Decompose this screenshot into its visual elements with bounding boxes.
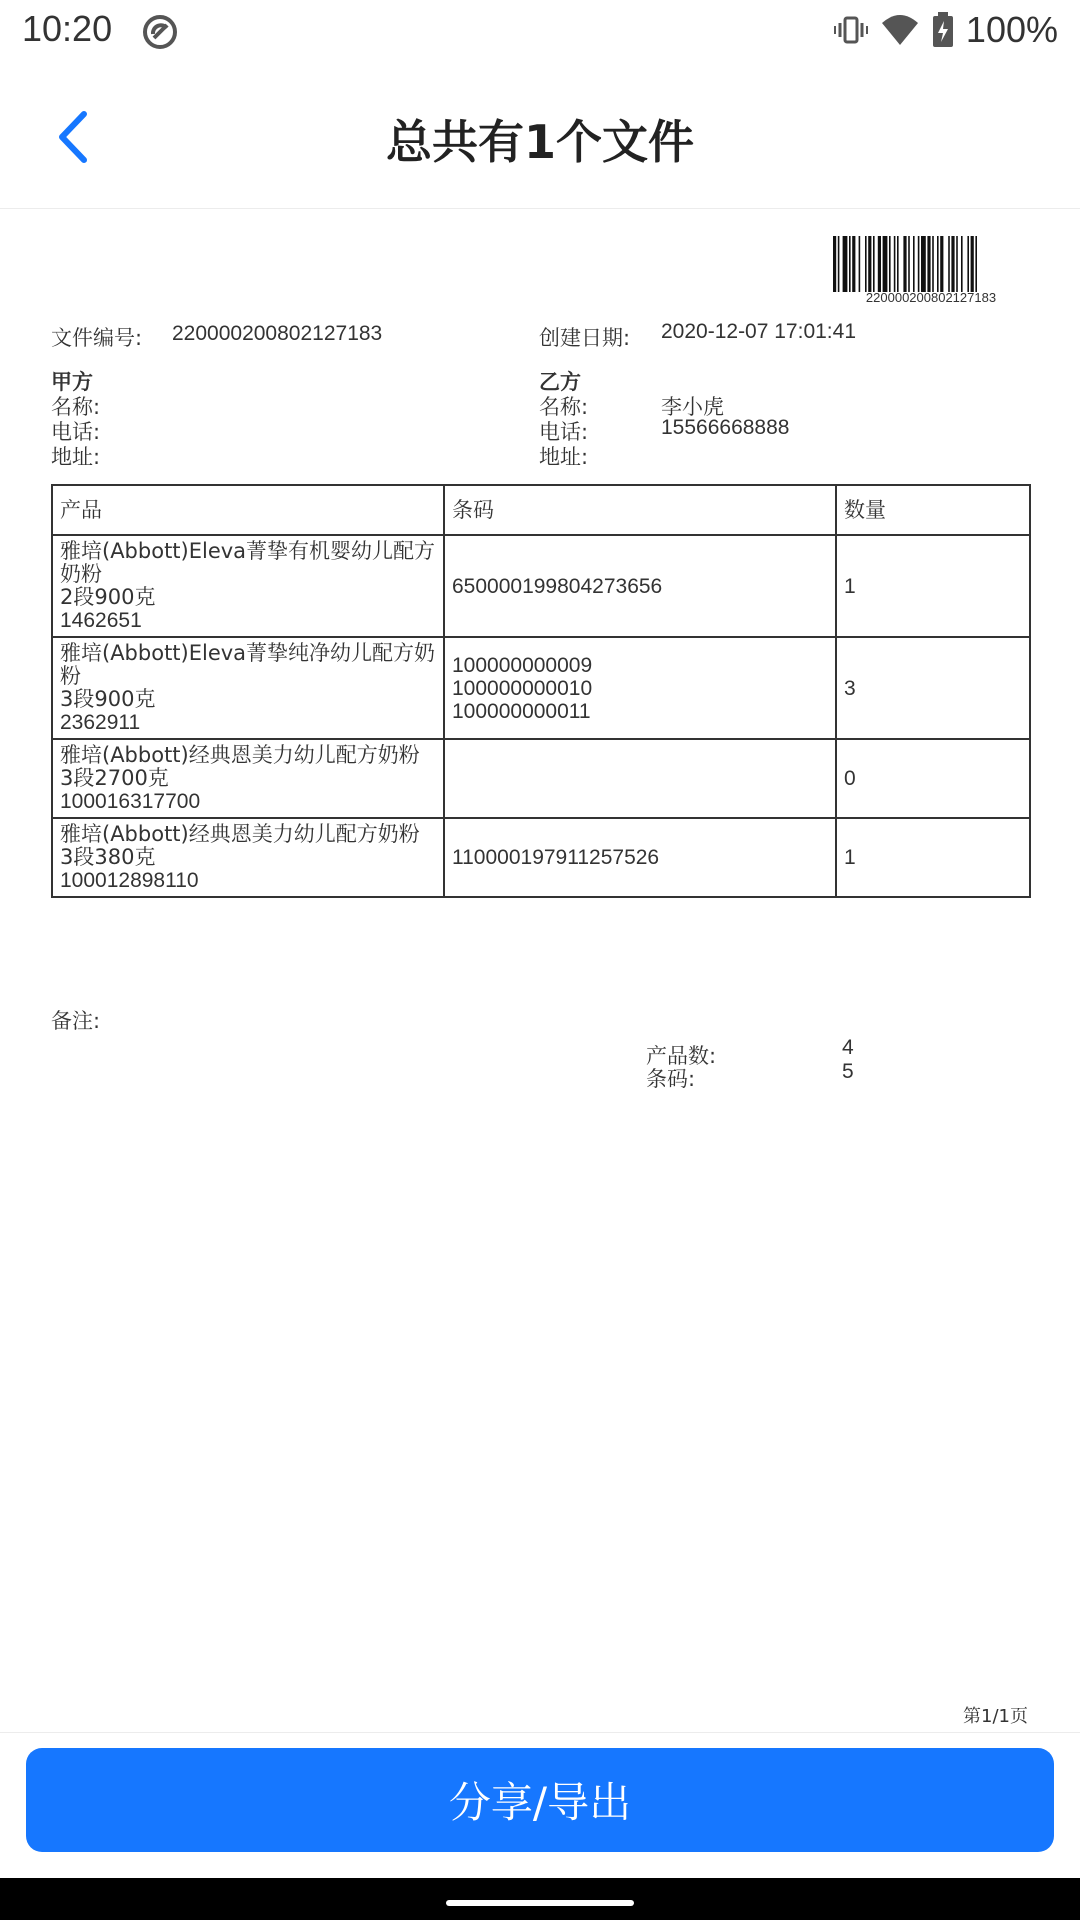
party-b-phone-label: 电话: xyxy=(539,420,589,444)
dnd-icon xyxy=(140,12,180,52)
header-product: 产品 xyxy=(52,485,444,535)
battery-percent: 100% xyxy=(965,9,1058,50)
table-row xyxy=(52,739,1030,818)
product-cell xyxy=(52,535,444,637)
product-line: 3段900克 xyxy=(60,687,156,711)
barcode-bar xyxy=(948,236,950,292)
share-export-button[interactable]: 分享/导出 xyxy=(26,1748,1054,1852)
product-line: 雅培(Abbott)Eleva菁挚有机婴幼儿配方 xyxy=(60,539,436,563)
barcode-bar xyxy=(889,236,891,292)
barcode-bar xyxy=(927,236,930,292)
remark-label: 备注: xyxy=(51,1009,101,1033)
party-b-phone: 15566668888 xyxy=(661,416,790,439)
product-line: 100016317700 xyxy=(60,790,201,813)
product-cell xyxy=(52,637,444,739)
product-line: 1462651 xyxy=(60,609,142,632)
barcode-bar xyxy=(843,236,848,292)
barcode-bar xyxy=(838,236,840,292)
quantity-cell: 3 xyxy=(836,637,1030,739)
barcode-bar xyxy=(951,236,954,292)
barcode-cell xyxy=(444,535,836,637)
barcode-number: 220000200802127183 xyxy=(865,290,997,305)
header-barcode: 条码 xyxy=(444,485,836,535)
barcode-bar xyxy=(967,236,969,292)
barcode-bar xyxy=(956,236,958,292)
product-line: 100012898110 xyxy=(60,869,199,892)
home-gesture-handle[interactable] xyxy=(446,1900,634,1906)
file-no-value: 220000200802127183 xyxy=(172,322,383,345)
barcode-bar xyxy=(883,236,888,292)
party-a-name-label: 名称: xyxy=(51,395,101,419)
barcode-cell xyxy=(444,818,836,897)
barcode-bar xyxy=(865,236,867,292)
product-count-value: 4 xyxy=(842,1036,854,1059)
page-title: 总共有1个文件 xyxy=(385,115,694,169)
party-a-address-label: 地址: xyxy=(51,445,101,469)
party-a-title: 甲方 xyxy=(51,370,93,394)
barcode-bar xyxy=(878,236,881,292)
barcode-line: 100000000009 xyxy=(452,653,593,677)
product-line: 2362911 xyxy=(60,711,141,734)
party-b-name: 李小虎 xyxy=(661,396,724,419)
barcode-bar xyxy=(937,236,939,292)
barcode-bar xyxy=(903,236,906,292)
barcode-bar xyxy=(908,236,910,292)
quantity-cell: 1 xyxy=(836,818,1030,897)
barcode-line: 650000199804273656 xyxy=(452,574,663,598)
barcode-bar xyxy=(859,236,861,292)
barcode-bar xyxy=(833,236,836,292)
barcode-bar xyxy=(918,236,920,292)
barcode-line: 100000000010 xyxy=(452,676,593,700)
product-line: 2段900克 xyxy=(60,585,156,609)
quantity-cell: 1 xyxy=(836,535,1030,637)
product-count-label: 产品数: xyxy=(646,1044,717,1068)
barcode-bar xyxy=(868,236,871,292)
table-row xyxy=(52,637,1030,739)
footer-divider xyxy=(0,1732,1080,1733)
barcode-cell xyxy=(444,739,836,818)
barcode-bar xyxy=(961,236,963,292)
file-no-label: 文件编号: xyxy=(51,326,143,350)
barcode-line: 100000000011 xyxy=(452,699,591,723)
product-line: 奶粉 xyxy=(60,562,102,586)
product-line: 3段2700克 xyxy=(60,766,169,790)
vibrate-icon xyxy=(834,13,868,47)
table-row xyxy=(52,535,1030,637)
barcode-image xyxy=(833,236,1029,292)
party-b-address-label: 地址: xyxy=(539,445,589,469)
barcode-bar xyxy=(940,236,943,292)
app-header xyxy=(0,64,1080,209)
barcode-count-label: 条码: xyxy=(646,1067,696,1091)
party-a-phone-label: 电话: xyxy=(51,420,101,444)
battery-icon xyxy=(932,12,954,48)
product-line: 雅培(Abbott)经典恩美力幼儿配方奶粉 xyxy=(60,822,420,846)
created-value: 2020-12-07 17:01:41 xyxy=(661,320,856,343)
barcode-bar xyxy=(913,236,915,292)
table-row xyxy=(52,818,1030,897)
product-line: 雅培(Abbott)经典恩美力幼儿配方奶粉 xyxy=(60,743,420,767)
product-table xyxy=(51,484,1031,898)
barcode-cell xyxy=(444,637,836,739)
product-line: 3段380克 xyxy=(60,845,156,869)
barcode-bar xyxy=(921,236,926,292)
product-line: 粉 xyxy=(60,664,81,688)
created-label: 创建日期: xyxy=(539,326,631,350)
quantity-cell: 0 xyxy=(836,739,1030,818)
party-b-name-label: 名称: xyxy=(539,395,589,419)
wifi-icon xyxy=(880,13,920,47)
barcode-bar xyxy=(849,236,851,292)
barcode-bar xyxy=(894,236,896,292)
page-indicator: 第1/1页 xyxy=(963,1706,1028,1727)
barcode-bar xyxy=(873,236,875,292)
barcode-bar xyxy=(897,236,899,292)
barcode-count-value: 5 xyxy=(842,1060,854,1083)
system-nav-bar xyxy=(0,1878,1080,1920)
barcode-bar xyxy=(932,236,934,292)
barcode-bar xyxy=(852,236,855,292)
party-b-title: 乙方 xyxy=(539,370,581,394)
barcode-line: 110000197911257526 xyxy=(452,846,660,869)
barcode-bar xyxy=(975,236,977,292)
product-line: 雅培(Abbott)Eleva菁挚纯净幼儿配方奶 xyxy=(60,641,436,665)
header-quantity: 数量 xyxy=(836,485,1030,535)
status-time: 10:20 xyxy=(22,8,113,49)
product-cell xyxy=(52,739,444,818)
barcode-bar xyxy=(971,236,974,292)
product-cell xyxy=(52,818,444,897)
document-preview xyxy=(0,210,1080,1730)
table-header-row xyxy=(52,485,1030,535)
status-bar xyxy=(0,0,1080,64)
